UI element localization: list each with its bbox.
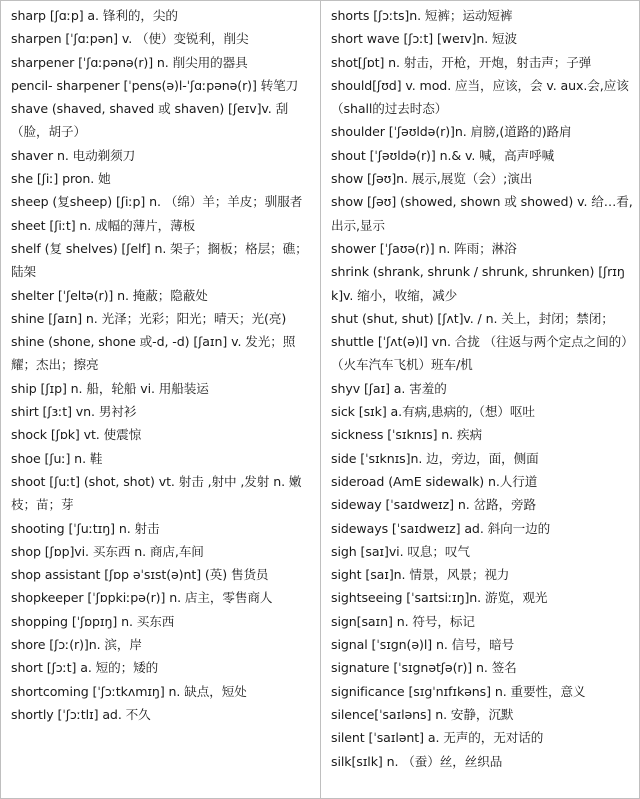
vocabulary-entry: shortcoming [ˈʃɔːtkʌmɪŋ] n. 缺点，短处: [11, 683, 247, 699]
vocabulary-entry: should[ʃʊd] v. mod. 应当，应该，会 v. aux.会,应该（shall的过去时态）: [331, 77, 629, 117]
right-column: [320, 1, 639, 798]
vocabulary-entry: shout [ˈʃəʊldə(r)] n.& v. 喊，高声呼喊: [331, 147, 555, 163]
vocabulary-entry: shirt [ʃɜːt] vn. 男衬衫: [11, 404, 137, 420]
vocabulary-entry: silence[ˈsaɪləns] n. 安静，沉默: [331, 706, 514, 722]
vocabulary-entry: sight [saɪ]n. 情景，风景；视力: [331, 567, 510, 583]
vocabulary-entry: sheep (复sheep) [ʃiːp] n. （绵）羊；羊皮；驯服者: [11, 194, 303, 210]
vocabulary-entry: short wave [ʃɔːt] [weɪv]n. 短波: [331, 31, 518, 47]
vocabulary-entry: side [ˈsɪknɪs]n. 边，旁边，面，侧面: [331, 450, 539, 466]
vocabulary-entry: sideways [ˈsaɪdweɪz] ad. 斜向一边的: [331, 520, 551, 536]
vocabulary-entry: shock [ʃɒk] vt. 使震惊: [11, 427, 142, 443]
vocabulary-entry: sideway [ˈsaɪdweɪz] n. 岔路，旁路: [331, 497, 537, 513]
vocabulary-entry: shine (shone, shone 或-d, -d) [ʃaɪn] v. 发光；照耀；杰出；擦亮: [11, 334, 296, 373]
vocabulary-entry: pencil- sharpener [ˈpens(ə)l-ˈʃɑːpənə(r)] 转笔刀: [11, 77, 299, 93]
vocabulary-entry: shine [ʃaɪn] n. 光泽；光彩；阳光；晴天；光(亮): [11, 310, 287, 326]
vocabulary-entry: shrink (shrank, shrunk / shrunk, shrunken) [ʃrɪŋk]v. 缩小，收缩，减少: [331, 264, 625, 303]
vocabulary-entry: she [ʃiː] pron. 她: [11, 171, 111, 187]
vocabulary-entry: sick [sɪk] a.有病,患病的,（想）呕吐: [331, 404, 535, 420]
vocabulary-entry: shot[ʃɒt] n. 射击，开枪，开炮，射击声；子弹: [331, 54, 592, 70]
vocabulary-entry: signature [ˈsɪgnətʃə(r)] n. 签名: [331, 660, 517, 676]
vocabulary-entry: sideroad (AmE sidewalk) n.人行道: [331, 473, 538, 489]
vocabulary-entry: ship [ʃɪp] n. 船，轮船 vi. 用船装运: [11, 380, 209, 396]
vocabulary-entry: shower [ˈʃaʊə(r)] n. 阵雨；淋浴: [331, 240, 517, 256]
vocabulary-entry: show [ʃəʊ] (showed, shown 或 showed) v. 给…看,出示,显示: [331, 194, 633, 233]
vocabulary-entry: shorts [ʃɔːts]n. 短裤；运动短裤: [331, 8, 513, 23]
vocabulary-entry: show [ʃəʊ]n. 展示,展览（会）;演出: [331, 171, 533, 187]
vocabulary-entry: signal [ˈsɪgn(ə)l] n. 信号，暗号: [331, 637, 515, 653]
vocabulary-entry: shuttle [ˈʃʌt(ə)l] vn. 合拢 （往返与两个定点之间的）（火车汽车飞机）班车/机: [331, 334, 634, 373]
vocabulary-entry: shoe [ʃuː] n. 鞋: [11, 450, 103, 466]
vocabulary-entry: shaver n. 电动剃须刀: [11, 147, 136, 163]
vocabulary-entry: shave (shaved, shaved 或 shaven) [ʃeɪv]v. 刮（脸，胡子）: [11, 101, 289, 140]
vocabulary-entry: shooting [ˈʃuːtɪŋ] n. 射击: [11, 520, 160, 536]
vocabulary-entry: sightseeing [ˈsaɪtsiːɪŋ]n. 游览，观光: [331, 590, 548, 606]
vocabulary-entry: shyv [ʃaɪ] a. 害羞的: [331, 380, 447, 396]
vocabulary-entry: shoulder [ˈʃəʊldə(r)]n. 肩膀,(道路的)路肩: [331, 124, 572, 140]
vocabulary-entry: sigh [saɪ]vi. 叹息；叹气: [331, 543, 470, 559]
vocabulary-entry: shut (shut, shut) [ʃʌt]v. / n. 关上，封闭；禁闭；: [331, 310, 614, 326]
vocabulary-entry: silent [ˈsaɪlənt] a. 无声的，无对话的: [331, 730, 544, 746]
vocabulary-entry: sharp [ʃɑːp] a. 锋利的，尖的: [11, 8, 178, 23]
left-column: [1, 1, 320, 798]
vocabulary-entry: shoot [ʃuːt] (shot, shot) vt. 射击 ,射中 ,发射 n. 嫩枝；苗；芽: [11, 473, 302, 513]
vocabulary-entry: significance [sɪgˈnɪfɪkəns] n. 重要性，意义: [331, 683, 586, 699]
vocabulary-entry: sharpener [ˈʃɑːpənə(r)] n. 削尖用的器具: [11, 54, 248, 70]
vocabulary-entry: shop assistant [ʃɒp əˈsɪst(ə)nt] (英) 售货员: [11, 567, 269, 583]
vocabulary-entry: shore [ʃɔː(r)]n. 滨，岸: [11, 637, 142, 653]
vocabulary-entry: shopkeeper [ˈʃɒpkiːpə(r)] n. 店主，零售商人: [11, 590, 273, 606]
vocabulary-entry: silk[sɪlk] n. （蚕）丝，丝织品: [331, 753, 503, 769]
vocabulary-entry: sickness [ˈsɪknɪs] n. 疾病: [331, 427, 482, 443]
vocabulary-entry: sheet [ʃiːt] n. 成幅的薄片，薄板: [11, 217, 196, 233]
vocabulary-entry: shelter [ˈʃeltə(r)] n. 掩蔽；隐蔽处: [11, 287, 208, 303]
vocabulary-entry: shop [ʃɒp]vi. 买东西 n. 商店,车间: [11, 543, 204, 559]
vocabulary-entry: sharpen [ˈʃɑːpən] v. （使）变锐利，削尖: [11, 31, 249, 47]
vocabulary-entry: shelf (复 shelves) [ʃelf] n. 架子；搁板；格层；礁；陆架: [11, 240, 308, 280]
vocabulary-entry: short [ʃɔːt] a. 短的；矮的: [11, 660, 159, 676]
vocabulary-entry: sign[saɪn] n. 符号，标记: [331, 613, 475, 629]
vocabulary-entry: shortly [ˈʃɔːtlɪ] ad. 不久: [11, 706, 151, 722]
vocabulary-entry: shopping [ˈʃɒpɪŋ] n. 买东西: [11, 613, 175, 629]
